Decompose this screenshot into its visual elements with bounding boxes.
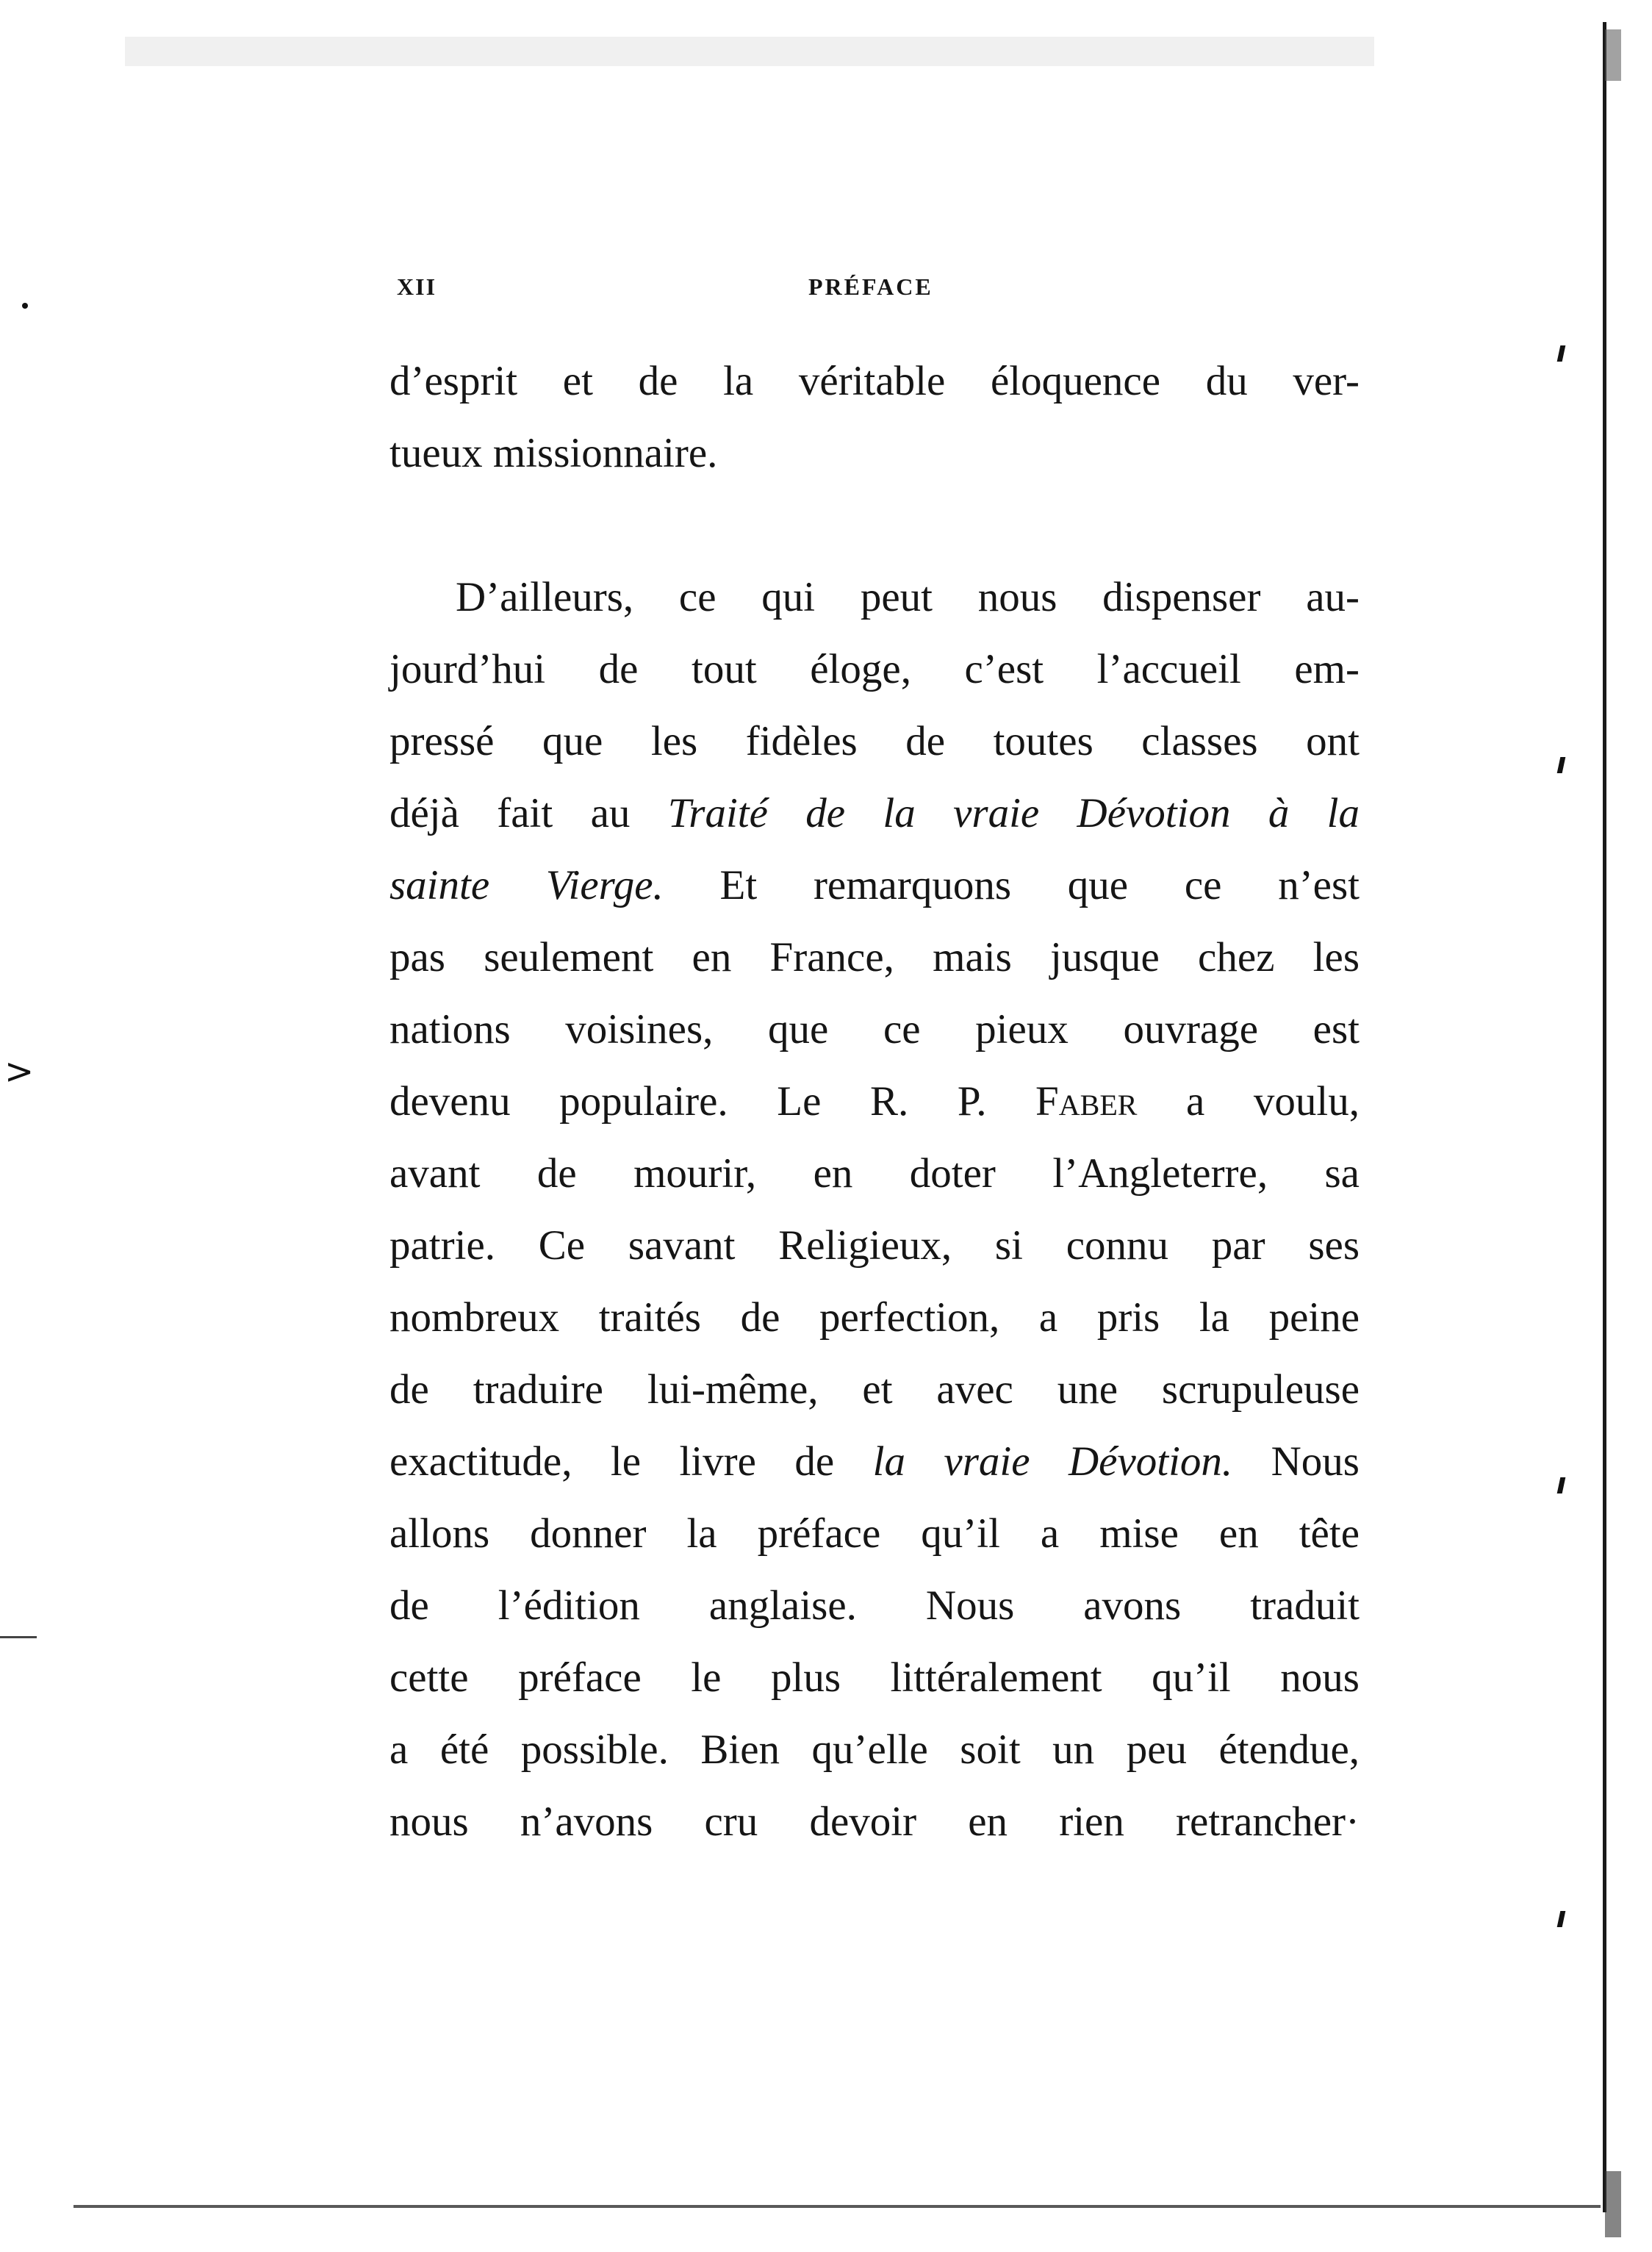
margin-speck: [1557, 757, 1566, 773]
margin-speck: [1557, 1477, 1566, 1493]
text-line: cette préface le plus littéralement qu’il nous: [389, 1654, 1360, 1701]
text-run: déjà fait au: [389, 790, 668, 836]
author-name-smallcaps: Faber: [1035, 1078, 1138, 1125]
page-bottom-edge: [73, 2205, 1601, 2208]
book-title-italic: sainte Vierge.: [389, 862, 664, 908]
text-line: pas seulement en France, mais jusque chez les: [389, 934, 1360, 980]
text-line: pressé que les fidèles de toutes classes ont: [389, 718, 1360, 764]
scan-speck: [22, 303, 28, 309]
margin-speck: [1557, 1911, 1566, 1927]
text-line: D’ailleurs, ce qui peut nous dispenser au-: [456, 574, 1360, 620]
text-line: [389, 850, 1360, 922]
scan-bleed-through: [125, 37, 1374, 66]
text-line: [389, 778, 1360, 850]
text-line: de traduire lui-même, et avec une scrupuleuse: [389, 1366, 1360, 1413]
margin-speck: [1557, 345, 1566, 362]
book-title-italic: la vraie Dévotion.: [872, 1438, 1233, 1485]
scan-edge-dash: [0, 1636, 37, 1638]
text-line: allons donner la préface qu’il a mise en tête: [389, 1510, 1360, 1557]
running-head: [397, 273, 1352, 303]
text-line: patrie. Ce savant Religieux, si connu par ses: [389, 1222, 1360, 1269]
scan-edge-glyph: >: [4, 1051, 35, 1092]
text-line: [389, 1066, 1360, 1138]
text-run: Nous: [1232, 1438, 1360, 1485]
page-edge-shadow: [1603, 22, 1606, 2212]
running-title: PRÉFACE: [808, 273, 933, 300]
body-text: [389, 345, 1360, 1858]
page-edge-mark-bottom: [1605, 2171, 1621, 2237]
book-title-italic: Traité de la vraie Dévotion à la: [667, 790, 1360, 836]
text-run: exactitude, le livre de: [389, 1438, 873, 1485]
text-line: nombreux traités de perfection, a pris la peine: [389, 1294, 1360, 1341]
text-line: nations voisines, que ce pieux ouvrage est: [389, 1006, 1360, 1053]
text-line: [389, 1426, 1360, 1498]
text-line: d’esprit et de la véritable éloquence du ver-: [389, 358, 1360, 404]
text-run: Et remarquons que ce n’est: [663, 862, 1360, 908]
page-number: XII: [397, 273, 437, 300]
text-run: devenu populaire. Le R. P.: [389, 1078, 1036, 1125]
text-line: a été possible. Bien qu’elle soit un peu étendue,: [389, 1726, 1360, 1773]
text-line: de l’édition anglaise. Nous avons traduit: [389, 1582, 1360, 1629]
text-line: jourd’hui de tout éloge, c’est l’accueil em-: [389, 646, 1360, 692]
text-line: tueux missionnaire.: [389, 430, 718, 476]
text-line: nous n’avons cru devoir en rien retrancher·: [389, 1799, 1360, 1845]
text-run: a voulu,: [1137, 1078, 1360, 1125]
text-line: avant de mourir, en doter l’Angleterre, sa: [389, 1150, 1360, 1197]
paragraph-gap: [389, 490, 1360, 562]
page-edge-mark: [1605, 29, 1621, 81]
